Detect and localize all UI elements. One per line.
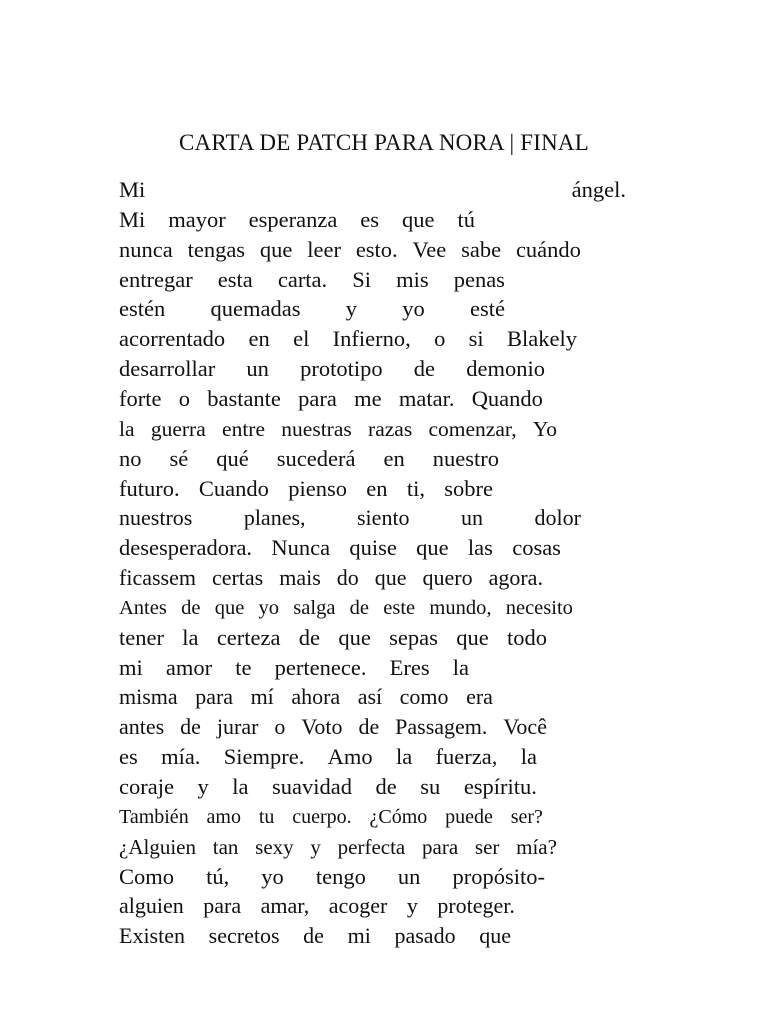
word: proteger. — [437, 893, 515, 919]
word: un — [397, 863, 421, 889]
word: nuestras — [281, 416, 352, 441]
text-line — [119, 474, 493, 504]
word: yo — [402, 296, 425, 322]
text-line — [119, 324, 577, 354]
word: propósito- — [452, 863, 545, 889]
word: de — [303, 923, 324, 949]
word: necesito — [505, 596, 573, 619]
word: desarrollar — [119, 356, 216, 382]
word: prototipo — [300, 356, 383, 382]
word: o — [178, 385, 190, 411]
word: su — [420, 774, 441, 799]
word: salga — [293, 596, 336, 619]
word: de — [349, 596, 370, 619]
word: leer — [307, 236, 341, 262]
word: tener — [119, 624, 164, 650]
word: para — [298, 385, 337, 411]
text-line — [119, 623, 547, 653]
word: secretos — [208, 923, 280, 949]
word: Mi — [119, 177, 146, 202]
word: forte — [119, 385, 162, 411]
word: cosas — [512, 535, 561, 561]
word: de — [413, 356, 436, 382]
word: Existen — [119, 923, 185, 949]
word: todo — [506, 624, 547, 650]
word: cuándo — [515, 236, 581, 262]
word: Si — [352, 266, 372, 292]
word: ficassem — [119, 565, 196, 591]
word: guerra — [150, 416, 206, 441]
word: de — [298, 624, 321, 650]
text-line — [119, 653, 469, 683]
word: este — [383, 596, 416, 619]
word: Infierno, — [332, 326, 411, 352]
word: esté — [470, 296, 505, 322]
word: mundo, — [429, 596, 492, 619]
word: ¿Cómo — [369, 805, 428, 828]
word: acoger — [328, 893, 388, 919]
word: es — [119, 744, 138, 770]
word: o — [274, 714, 286, 740]
word: fuerza, — [435, 744, 498, 770]
word: entregar — [119, 266, 193, 292]
word: puede — [445, 805, 493, 828]
word: Vee — [412, 236, 447, 262]
word: esta — [217, 266, 253, 292]
word: no — [119, 445, 142, 471]
text-line — [119, 444, 499, 474]
word: tengas — [187, 236, 246, 262]
word: la — [119, 416, 135, 441]
text-line — [119, 265, 505, 295]
word: misma — [119, 684, 178, 710]
page-title: CARTA DE PATCH PARA NORA | FINAL — [179, 130, 589, 155]
word: ahora — [291, 684, 341, 710]
word: para — [195, 684, 234, 710]
text-line — [119, 832, 557, 862]
word: quise — [349, 535, 397, 561]
text-line — [119, 921, 511, 951]
word: También — [119, 805, 189, 828]
word: desesperadora. — [119, 535, 253, 561]
word: Quando — [471, 385, 543, 411]
word: Você — [503, 714, 547, 740]
word: que — [259, 236, 293, 262]
word: tu — [258, 805, 275, 828]
word: amo — [206, 805, 241, 828]
word: planes, — [243, 505, 306, 531]
word: nuestro — [432, 445, 499, 471]
word: sexy — [255, 834, 294, 859]
word: matar. — [398, 385, 455, 411]
word: sabe — [461, 236, 502, 262]
word: razas — [368, 416, 413, 441]
word: nuestros — [119, 505, 193, 531]
word: tú, — [206, 863, 230, 889]
word: esperanza — [248, 206, 338, 232]
word: pasado — [394, 923, 456, 949]
word: ¿Alguien — [119, 834, 196, 859]
text-line — [119, 414, 557, 444]
word: certas — [211, 565, 264, 591]
word: bastante — [207, 385, 281, 411]
word: las — [467, 535, 493, 561]
word: en — [383, 445, 405, 471]
word: alguien — [119, 893, 184, 919]
word: de — [358, 714, 380, 740]
word: la — [232, 774, 249, 799]
word: Yo — [532, 416, 557, 441]
word: acorrentado — [119, 326, 226, 352]
word: cuerpo. — [292, 805, 352, 828]
word: carta. — [277, 266, 328, 292]
word: qué — [216, 445, 249, 471]
word: sepas — [389, 624, 438, 650]
word: mí — [250, 684, 274, 710]
word: como — [399, 684, 449, 710]
word: mis — [396, 266, 429, 292]
word: espíritu. — [463, 774, 537, 799]
word: yo — [258, 596, 280, 619]
text-line — [119, 772, 537, 802]
word: si — [468, 326, 484, 352]
word: Mi — [119, 206, 146, 232]
word: amar, — [260, 893, 310, 919]
text-line — [119, 593, 573, 623]
word: pienso — [288, 475, 347, 501]
word: mía? — [516, 834, 557, 859]
word: sucederá — [276, 445, 356, 471]
word: me — [354, 385, 382, 411]
word: mais — [279, 565, 321, 591]
word: Nunca — [271, 535, 331, 561]
word: y — [197, 774, 209, 799]
word: amor — [165, 654, 213, 680]
word: quemadas — [210, 296, 301, 322]
text-line — [119, 175, 626, 205]
word: Siempre. — [223, 744, 305, 770]
word: que — [374, 565, 407, 591]
word: mi — [347, 923, 371, 949]
word: tú — [457, 206, 475, 232]
word: ti, — [406, 475, 425, 501]
word: y — [406, 893, 418, 919]
text-line — [119, 503, 581, 533]
word: la — [395, 744, 413, 770]
word: o — [434, 326, 446, 352]
word: ser? — [510, 805, 543, 828]
text-line — [119, 384, 543, 414]
word: Amo — [327, 744, 373, 770]
word: que — [338, 624, 371, 650]
word: que — [214, 596, 245, 619]
word: ser — [474, 834, 500, 859]
word: penas — [453, 266, 505, 292]
word: Cuando — [198, 475, 269, 501]
word: sé — [169, 445, 189, 471]
word: en — [248, 326, 270, 352]
text-line — [119, 862, 545, 892]
word: mayor — [168, 206, 226, 232]
word: jurar — [216, 714, 259, 740]
word: que — [402, 206, 435, 232]
word: yo — [261, 863, 284, 889]
word: demonio — [466, 356, 545, 382]
word: estén — [119, 296, 166, 322]
word: te — [235, 654, 252, 680]
text-line — [119, 712, 547, 742]
word: un — [246, 356, 269, 382]
text-line — [119, 354, 545, 384]
word: Blakely — [507, 326, 577, 352]
word: para — [203, 893, 242, 919]
word: la — [520, 744, 537, 770]
word: certeza — [216, 624, 281, 650]
word: para — [422, 834, 459, 859]
word: comenzar, — [428, 416, 517, 441]
word: es — [360, 206, 380, 232]
word: perfecta — [337, 834, 406, 859]
word: tengo — [315, 863, 366, 889]
text-line — [119, 205, 475, 235]
word: futuro. — [119, 475, 180, 501]
word: la — [452, 654, 469, 680]
text-line — [119, 563, 543, 593]
word: antes — [119, 714, 165, 740]
text-line — [119, 294, 505, 324]
word: de — [180, 714, 201, 740]
word: un — [461, 505, 484, 531]
word: que — [456, 624, 489, 650]
word: dolor — [534, 505, 581, 531]
word: suavidad — [272, 774, 352, 799]
word: sobre — [444, 475, 493, 501]
word: y — [310, 834, 321, 859]
word: tan — [212, 834, 239, 859]
word: en — [366, 475, 388, 501]
text-line — [119, 682, 493, 712]
word: así — [357, 684, 383, 710]
word: y — [345, 296, 357, 322]
word: Antes — [119, 596, 167, 619]
word: nunca — [119, 236, 173, 262]
word: siento — [357, 505, 410, 531]
word: era — [466, 684, 493, 710]
word: que — [416, 535, 449, 561]
word: mía. — [161, 744, 201, 770]
word: quero — [422, 565, 473, 591]
text-line — [119, 742, 537, 772]
word: ángel. — [571, 177, 626, 202]
word: do — [336, 565, 359, 591]
word: entre — [222, 416, 265, 441]
word: Voto — [301, 714, 343, 740]
word: Eres — [389, 654, 430, 680]
text-line — [119, 891, 515, 921]
word: coraje — [119, 774, 174, 799]
word: esto. — [355, 236, 398, 262]
word: Como — [119, 863, 175, 889]
word: mi — [119, 654, 143, 680]
word: que — [479, 923, 511, 949]
word: agora. — [488, 565, 543, 591]
word: Passagem. — [395, 714, 488, 740]
word: de — [181, 596, 201, 619]
word: pertenece. — [274, 654, 367, 680]
text-line — [119, 235, 581, 265]
word: el — [293, 326, 310, 352]
word: la — [182, 624, 199, 650]
text-line — [119, 802, 543, 832]
word: de — [375, 774, 397, 799]
text-line — [119, 533, 561, 563]
